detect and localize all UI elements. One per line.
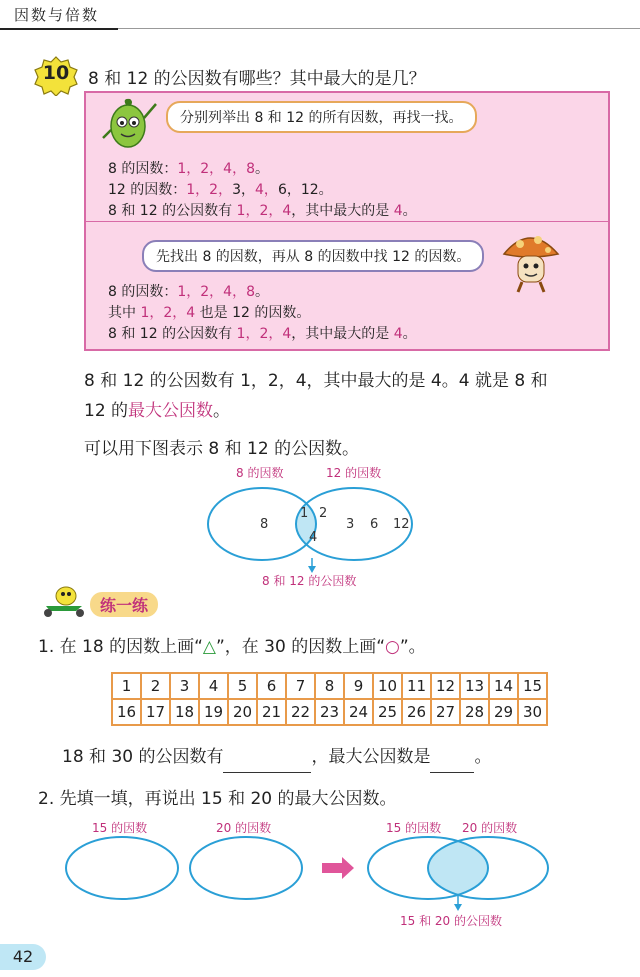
grid-cell[interactable]: 26 (402, 699, 431, 725)
method2-speech-bubble: 先找出 8 的因数，再从 8 的因数中找 12 的因数。 (142, 240, 484, 272)
venn1-right-only: 3 (346, 517, 355, 532)
q2-right-oval[interactable] (190, 837, 302, 899)
method1-line2: 12 的因数：1，2，3，4，6，12。 (108, 182, 333, 198)
grid-cell[interactable]: 28 (460, 699, 489, 725)
header-rule (0, 28, 118, 30)
grid-cell[interactable]: 2 (141, 673, 170, 699)
grid-cell[interactable]: 8 (315, 673, 344, 699)
grid-cell[interactable]: 11 (402, 673, 431, 699)
grid-cell[interactable]: 5 (228, 673, 257, 699)
venn1-right-label: 12 的因数 (326, 466, 382, 480)
grid-cell[interactable]: 1 (112, 673, 141, 699)
venn1-common: 2 (319, 506, 328, 521)
method1-line3: 8 和 12 的公因数有 1，2，4，其中最大的是 4。 (108, 203, 417, 219)
grid-cell[interactable]: 19 (199, 699, 228, 725)
grid-cell[interactable]: 4 (199, 673, 228, 699)
grid-cell[interactable]: 25 (373, 699, 402, 725)
q2-left-label: 15 的因数 (92, 821, 148, 835)
page-number: 42 (0, 944, 46, 970)
grid-cell[interactable]: 6 (257, 673, 286, 699)
grid-cell[interactable]: 15 (518, 673, 547, 699)
circle-icon: ○ (385, 637, 400, 657)
method1-speech-bubble: 分别列举出 8 和 12 的所有因数，再找一找。 (166, 101, 477, 133)
green-character-icon (100, 96, 160, 152)
scooter-character-icon (36, 584, 92, 618)
grid-cell[interactable]: 22 (286, 699, 315, 725)
practice-q1-text: 1. 在 18 的因数上画“△”，在 30 的因数上画“○”。 (38, 637, 426, 657)
grid-cell[interactable]: 24 (344, 699, 373, 725)
grid-cell[interactable]: 16 (112, 699, 141, 725)
grid-cell[interactable]: 30 (518, 699, 547, 725)
grid-cell[interactable]: 7 (286, 673, 315, 699)
solution-divider (84, 221, 610, 222)
venn1-left-label: 8 的因数 (236, 466, 284, 480)
conclusion-line2: 12 的最大公因数。 (84, 401, 231, 421)
grid-cell[interactable]: 3 (170, 673, 199, 699)
q2-caption: 15 和 20 的公因数 (400, 914, 502, 928)
venn1-left-only: 8 (260, 517, 269, 532)
grid-cell[interactable]: 13 (460, 673, 489, 699)
mushroom-character-icon (500, 228, 562, 294)
grid-cell[interactable]: 9 (344, 673, 373, 699)
grid-cell[interactable]: 17 (141, 699, 170, 725)
header-rule-thin (118, 28, 640, 29)
method1-line1: 8 的因数：1，2，4，8。 (108, 161, 269, 177)
venn1-right-only: 6 (370, 517, 379, 532)
gcd-blank[interactable] (430, 742, 474, 773)
question-number: 10 (42, 62, 70, 84)
grid-cell[interactable]: 14 (489, 673, 518, 699)
common-factors-blank[interactable] (223, 742, 311, 773)
venn1-caption: 8 和 12 的公因数 (262, 574, 357, 588)
grid-cell[interactable]: 27 (431, 699, 460, 725)
arrow-right-icon (322, 857, 354, 879)
question-text: 8 和 12 的公因数有哪些？其中最大的是几？ (88, 69, 426, 89)
grid-cell[interactable]: 29 (489, 699, 518, 725)
practice-title: 练一练 (90, 592, 158, 617)
grid-cell[interactable]: 21 (257, 699, 286, 725)
q2-left-label2: 15 的因数 (386, 821, 442, 835)
conclusion-line1: 8 和 12 的公因数有 1，2，4，其中最大的是 4。4 就是 8 和 (84, 371, 548, 391)
grid-cell[interactable]: 20 (228, 699, 257, 725)
triangle-icon: △ (202, 637, 216, 657)
q2-right-label: 20 的因数 (216, 821, 272, 835)
conclusion-line3: 可以用下图表示 8 和 12 的公因数。 (84, 439, 360, 459)
method2-line2: 其中 1，2，4 也是 12 的因数。 (108, 305, 311, 321)
practice-q1-fill: 18 和 30 的公因数有 ，最大公因数是 。 (62, 742, 491, 773)
practice-q2-text: 2. 先填一填，再说出 15 和 20 的最大公因数。 (38, 789, 397, 809)
grid-cell[interactable]: 18 (170, 699, 199, 725)
grid-cell[interactable]: 12 (431, 673, 460, 699)
q2-diagrams (60, 834, 560, 924)
venn1-right-only: 12 (393, 517, 410, 532)
venn1-common: 1 (300, 506, 309, 521)
grid-cell[interactable]: 10 (373, 673, 402, 699)
number-grid (111, 672, 548, 726)
q2-left-oval[interactable] (66, 837, 178, 899)
method2-line1: 8 的因数：1，2，4，8。 (108, 284, 269, 300)
venn1-common: 4 (309, 530, 318, 545)
grid-cell[interactable]: 23 (315, 699, 344, 725)
method2-line3: 8 和 12 的公因数有 1，2，4，其中最大的是 4。 (108, 326, 417, 342)
header-title: 因数与倍数 (14, 6, 100, 24)
q2-right-label2: 20 的因数 (462, 821, 518, 835)
